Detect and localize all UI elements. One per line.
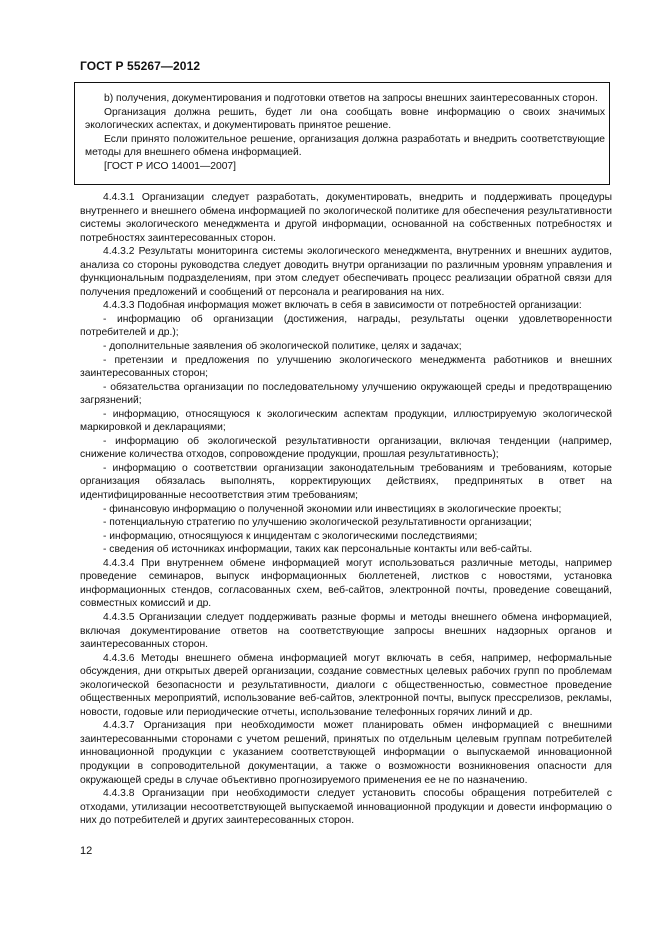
list-item: - информацию о соответствии организации законодательным требованиям и требованиям, которые организация обязалась выполнять, корректирующих действиях, предпринятых в ответ на идентифицированные несоответствия этим требованиям;: [80, 462, 612, 502]
clause-4-4-3-5: 4.4.3.5 Организации следует поддерживать разные формы и методы внешнего обмена информацией, включая документирование ответов на соответствующие запросы внешних надзорных органов и заинтересованных сторон.: [80, 611, 612, 651]
clause-4-4-3-3: 4.4.3.3 Подобная информация может включать в себя в зависимости от потребностей организации:: [103, 300, 582, 312]
page-number: 12: [80, 845, 93, 857]
list-item: - информацию, относящуюся к инцидентам с экологическими последствиями;: [103, 530, 478, 542]
clause-4-4-3-7: 4.4.3.7 Организация при необходимости может планировать обмен информацией с внешними заинтересованными сторонами с учетом решений, принятых по отдельным целевым группам потребителей инновационной продукции с указанием соответствующей информации о выпускаемой инновационной продукции в сопроводительной документации, а также о возможности возникновения опасности для окружающей среды в случае объективно прогнозируемого применения ее не по назначению.: [80, 720, 612, 786]
document-body: [80, 191, 612, 828]
list-item: - обязательства организации по последовательному улучшению окружающей среды и предотвращению загрязнений;: [80, 381, 612, 407]
list-item: - потенциальную стратегию по улучшению экологической результативности организации;: [103, 517, 532, 529]
list-item: - дополнительные заявления об экологической политике, целях и задачах;: [103, 341, 462, 353]
quote-paragraph: Если принято положительное решение, организация должна разработать и внедрить соответствующие методы для внешнего обмена информацией.: [85, 133, 605, 159]
list-item: - информацию, относящуюся к экологическим аспектам продукции, иллюстрируемую экологической маркировкой и декларациями;: [80, 408, 612, 434]
list-item: - информацию об экологической результативности организации, включая тенденции (например, снижение количества отходов, сопровождение продукции, прошлая результативность);: [80, 435, 612, 461]
quote-paragraph: Организация должна решить, будет ли она сообщать вовне информацию о своих значимых экологических аспектах, и документировать принятое решение.: [85, 106, 605, 132]
list-item: - финансовую информацию о полученной экономии или инвестициях в экологические проекты;: [103, 503, 562, 515]
list-item: - сведения об источниках информации, таких как персональные контакты или веб-сайты.: [103, 544, 533, 556]
quote-reference: [ГОСТ Р ИСО 14001—2007]: [104, 160, 237, 172]
list-item: - информацию об организации (достижения, награды, результаты оценки удовлетворенности потребителей и др.);: [80, 313, 612, 339]
clause-4-4-3-4: 4.4.3.4 При внутреннем обмене информацией могут использоваться различные методы, например проведение семинаров, выпуск информационных бюллетеней, листков с новостями, установка информационных стендов, согласованных схем, веб-сайтов, электронной почты, проведение совещаний, совместных комиссий и др.: [80, 557, 612, 610]
clause-4-4-3-6: 4.4.3.6 Методы внешнего обмена информацией могут включать в себя, например, неформальные обсуждения, дни открытых дверей организации, создание совместных целевых рабочих групп по проблемам экологической безопасности и результативности, диалоги с общественностью, совместное проведение общественных мероприятий, использование веб-сайтов, электронной почты, выпуск прессрелизов, рекламы, новости, годовые или периодические отчеты, использование телефонных горячих линий и др.: [80, 652, 612, 718]
document-header: ГОСТ Р 55267—2012: [80, 59, 201, 73]
quote-paragraph: b) получения, документирования и подготовки ответов на запросы внешних заинтересованных сторон.: [104, 93, 598, 104]
list-item: - претензии и предложения по улучшению экологического менеджмента работников и внешних заинтересованных сторон;: [80, 354, 612, 380]
clause-4-4-3-2: 4.4.3.2 Результаты мониторинга системы экологического менеджмента, внутренних и внешних аудитов, анализа со стороны руководства следует доводить внутри организации по различным уровням управления и функциональным подразделениям, при этом следует обеспечивать процесс реализации обратной связи для получения предложений и сообщений от персонала и реагирования на них.: [80, 246, 612, 298]
clause-4-4-3-8: 4.4.3.8 Организации при необходимости следует установить способы обращения потребителей с отходами, утилизации несоответствующей выпускаемой инновационной продукции и довести информацию о них до потребителей и других заинтересованных сторон.: [80, 788, 612, 827]
quoted-standard-box: [74, 82, 610, 185]
clause-4-4-3-1: 4.4.3.1 Организации следует разработать, документировать, внедрить и поддерживать процедуры внутреннего и внешнего обмена информацией по экологической политике для обеспечения результативности системы экологического менеджмента и другой информации, основанной на собственных потребностях и потребностях заинтересованных сторон.: [80, 192, 612, 244]
